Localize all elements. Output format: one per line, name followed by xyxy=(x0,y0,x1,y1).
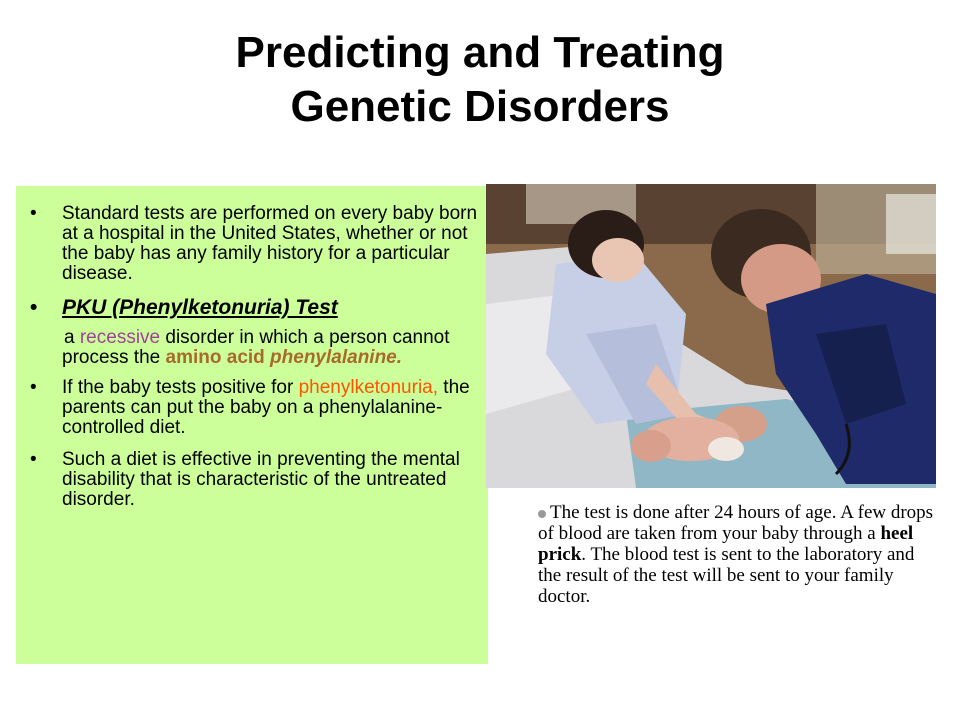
pku-definition xyxy=(22,328,486,368)
pku-def-mid: disorder in which a person cannot process the xyxy=(62,327,450,368)
caption-bullet xyxy=(538,502,938,607)
caption-post: . The blood test is sent to the laboratory and the result of the test will be sent to your family doctor. xyxy=(538,544,915,607)
pku-def-recessive: recessive xyxy=(79,327,161,348)
bullet-list xyxy=(22,204,486,522)
b3-post: the parents can put the baby on a phenylalanine-controlled diet. xyxy=(62,377,470,438)
bullet-text: Standard tests are performed on every baby born at a hospital in the United States, whether or not the baby has any family history for a particular disease. xyxy=(62,203,478,284)
b3-pre: If the baby tests positive for xyxy=(62,377,294,398)
caption-pre: The test is done after 24 hours of age. A few drops of blood are taken from your baby through a xyxy=(538,502,934,544)
bullet-standard-tests xyxy=(22,204,486,284)
heel-prick-photo xyxy=(486,184,936,488)
pku-def-amino-acid: amino acid xyxy=(165,347,265,368)
bullet-positive-test xyxy=(22,378,486,438)
caption-bullet-dot xyxy=(538,510,546,518)
bullet-dot: • xyxy=(30,203,37,224)
pku-heading-text: PKU (Phenylketonuria) Test xyxy=(62,296,338,319)
b3-phenylketonuria: phenylketonuria, xyxy=(298,377,439,398)
caption-heel-prick: heel prick xyxy=(538,523,914,565)
bullet-diet-effective xyxy=(22,450,486,510)
bullet-text: Such a diet is effective in preventing the mental disability that is characteristic of the untreated disorder. xyxy=(62,449,460,510)
photo-illustration xyxy=(486,184,936,488)
title-line-2: Genetic Disorders xyxy=(290,82,670,131)
title-line-1: Predicting and Treating xyxy=(235,28,725,77)
bullet-dot: • xyxy=(30,377,37,398)
bullet-pku-heading xyxy=(22,296,486,320)
bullet-dot: • xyxy=(30,449,37,470)
pku-def-phenylalanine: phenylalanine. xyxy=(270,347,403,368)
bullet-dot: • xyxy=(30,296,38,319)
pku-def-a: a xyxy=(64,327,75,348)
slide-title xyxy=(0,26,960,134)
caption-text xyxy=(538,502,938,607)
